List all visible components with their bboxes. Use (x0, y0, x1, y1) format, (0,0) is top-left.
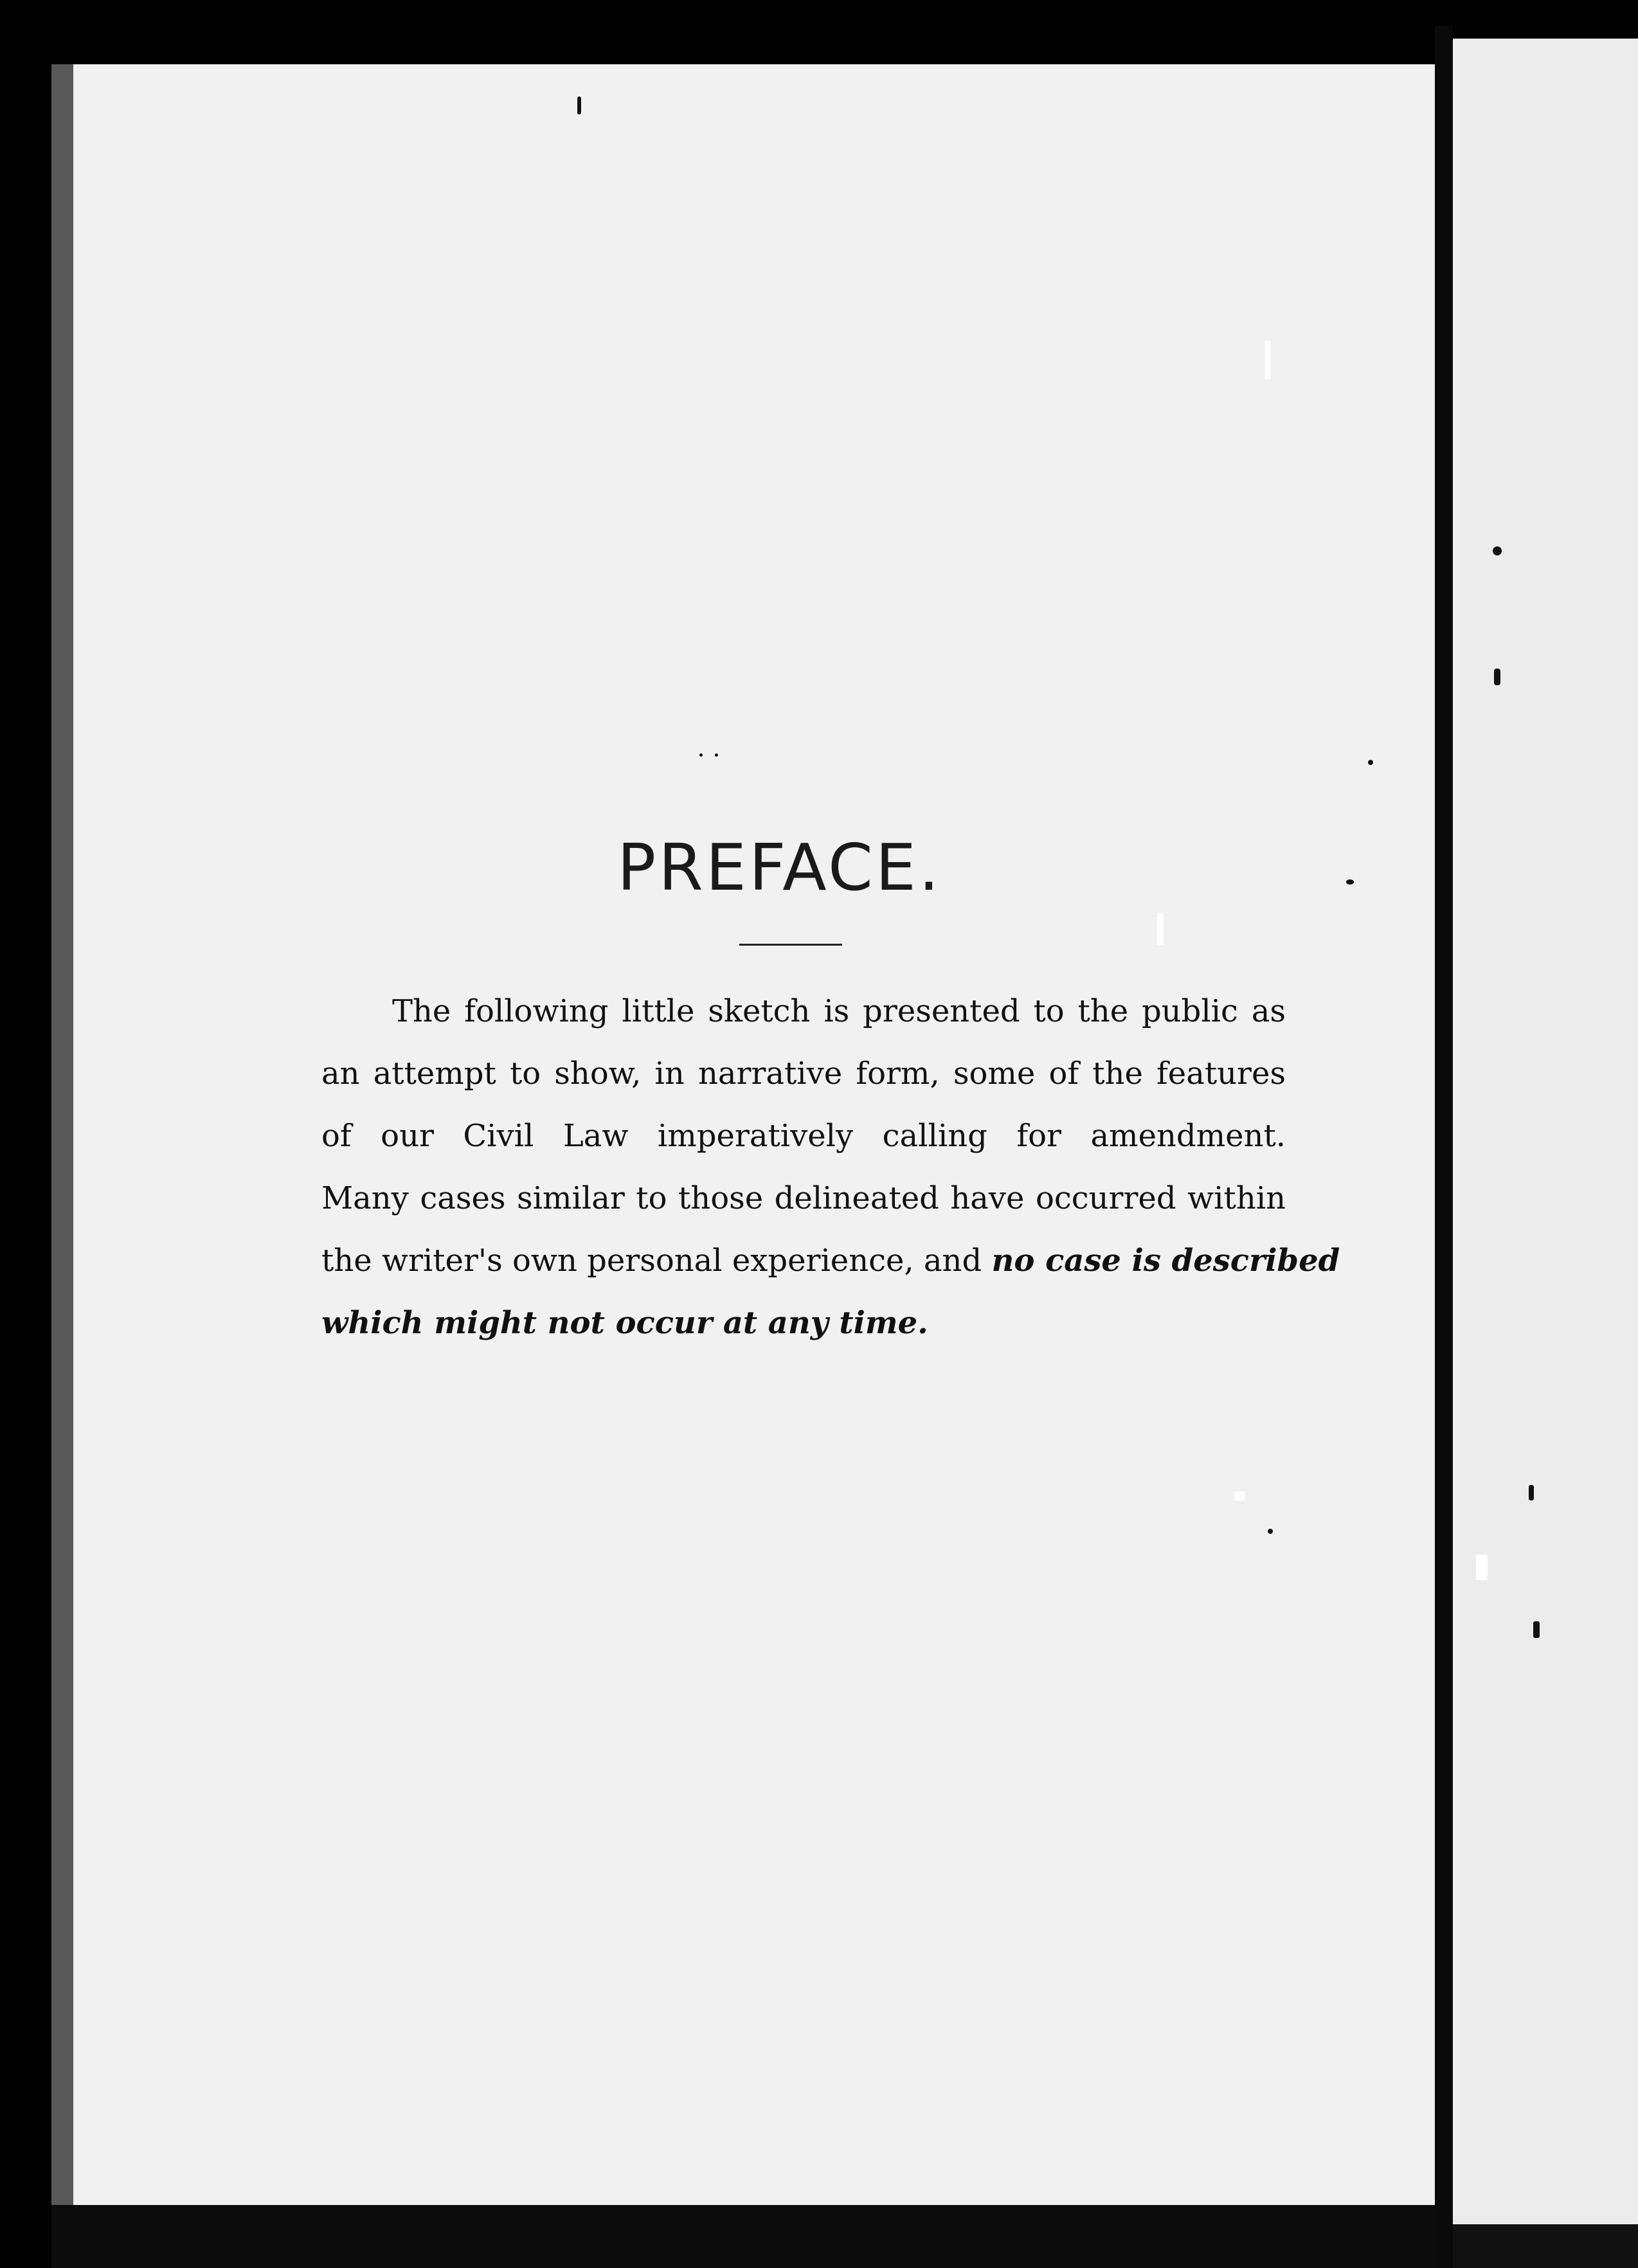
scan-speck (1346, 879, 1354, 885)
scan-highlight (1476, 1554, 1488, 1580)
scan-highlight (1157, 913, 1164, 945)
scan-bottom-border (51, 2205, 1455, 2268)
page-title: PREFACE. (617, 830, 942, 905)
scan-bottom-right-border (1453, 2224, 1638, 2268)
scan-speck (715, 753, 718, 757)
scan-left-border (0, 0, 51, 2268)
paragraph-line-5-text: the writer's own personal experience, and (321, 1243, 992, 1279)
paragraph-line-3: of our Civil Law imperatively calling for amendment. (321, 1118, 1286, 1154)
scan-speck (699, 753, 703, 757)
scan-speck (577, 96, 581, 114)
page-gutter (1435, 26, 1453, 2268)
paragraph-line-4: Many cases similar to those delineated have occurred within (321, 1180, 1286, 1216)
paragraph-line-5-emphasis: no case is described (991, 1243, 1340, 1279)
scan-speck (1368, 760, 1373, 765)
paragraph-line-2: an attempt to show, in narrative form, some of the features (321, 1056, 1286, 1092)
facing-page-edge (1453, 39, 1638, 2224)
paragraph-line-6 (321, 1292, 1286, 1354)
scan-speck (1533, 1621, 1540, 1638)
paragraph-line-5 (321, 1230, 1340, 1292)
paragraph-line-1: The following little sketch is presented to the public as (392, 993, 1286, 1029)
paragraph-line-6-emphasis: which might not occur at any time. (321, 1305, 928, 1341)
scan-speck (1268, 1529, 1273, 1534)
scan-speck (1529, 1485, 1534, 1500)
scan-highlight (1265, 341, 1270, 379)
scan-speck (1493, 546, 1502, 555)
title-divider (739, 944, 842, 946)
scan-top-border (0, 0, 1638, 68)
scan-speck (1494, 669, 1500, 685)
preface-paragraph (321, 980, 1340, 1354)
scan-highlight (1234, 1491, 1245, 1500)
